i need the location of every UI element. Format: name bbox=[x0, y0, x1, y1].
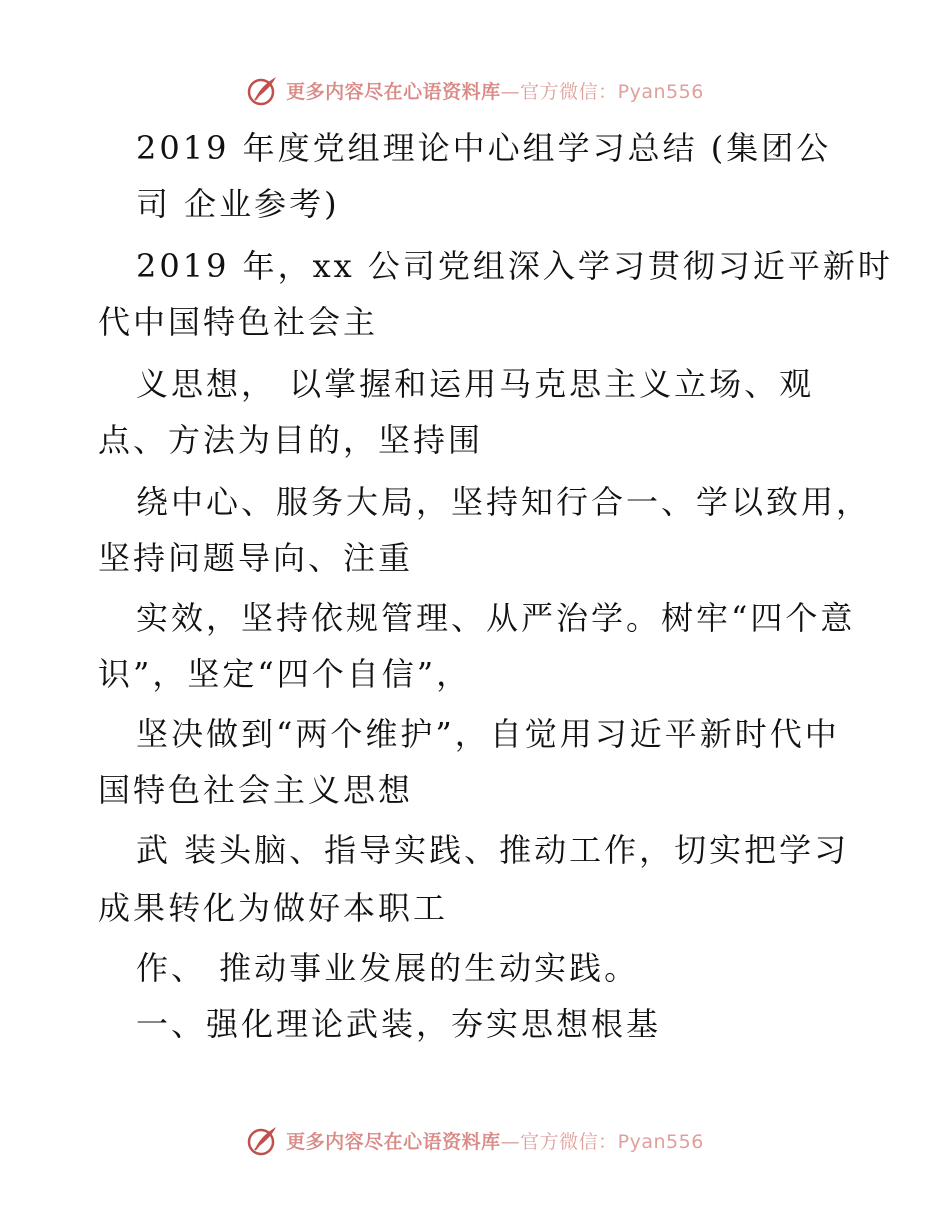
doc-line-9: 实效，坚持依规管理、从严治学。树牢“四个意 bbox=[136, 599, 856, 637]
doc-line-6: 点、方法为目的，坚持围 bbox=[98, 421, 484, 459]
doc-line-3: 2019 年，xx 公司党组深入学习贯彻习近平新时 bbox=[136, 247, 893, 285]
quill-pen-logo-icon bbox=[246, 73, 280, 107]
doc-section-heading: 一、强化理论武装，夯实思想根基 bbox=[136, 1005, 662, 1043]
doc-line-1: 2019 年度党组理论中心组学习总结 (集团公 bbox=[136, 129, 832, 167]
doc-line-14: 成果转化为做好本职工 bbox=[98, 889, 449, 927]
header-watermark bbox=[0, 70, 950, 110]
doc-line-15: 作、 推动事业发展的生动实践。 bbox=[136, 949, 640, 987]
doc-line-12: 国特色社会主义思想 bbox=[98, 771, 414, 809]
doc-line-4: 代中国特色社会主 bbox=[98, 303, 379, 341]
doc-line-5: 义思想， 以掌握和运用马克思主义立场、观 bbox=[136, 365, 815, 403]
doc-line-10: 识”，坚定“四个自信”， bbox=[98, 655, 472, 693]
footer-watermark bbox=[0, 1120, 950, 1160]
doc-line-8: 坚持问题导向、注重 bbox=[98, 539, 414, 577]
doc-line-11: 坚决做到“两个维护”，自觉用习近平新时代中 bbox=[136, 715, 840, 753]
quill-pen-logo-icon bbox=[246, 1123, 280, 1157]
doc-line-2: 司 企业参考) bbox=[136, 185, 340, 223]
doc-line-13: 武 装头脑、指导实践、推动工作，切实把学习 bbox=[136, 831, 850, 869]
watermark-text: 更多内容尽在心语资料库—官方微信：Pyan556 bbox=[286, 1130, 704, 1153]
watermark-text: 更多内容尽在心语资料库—官方微信：Pyan556 bbox=[286, 80, 704, 103]
doc-line-7: 绕中心、服务大局，坚持知行合一、学以致用， bbox=[136, 483, 872, 521]
